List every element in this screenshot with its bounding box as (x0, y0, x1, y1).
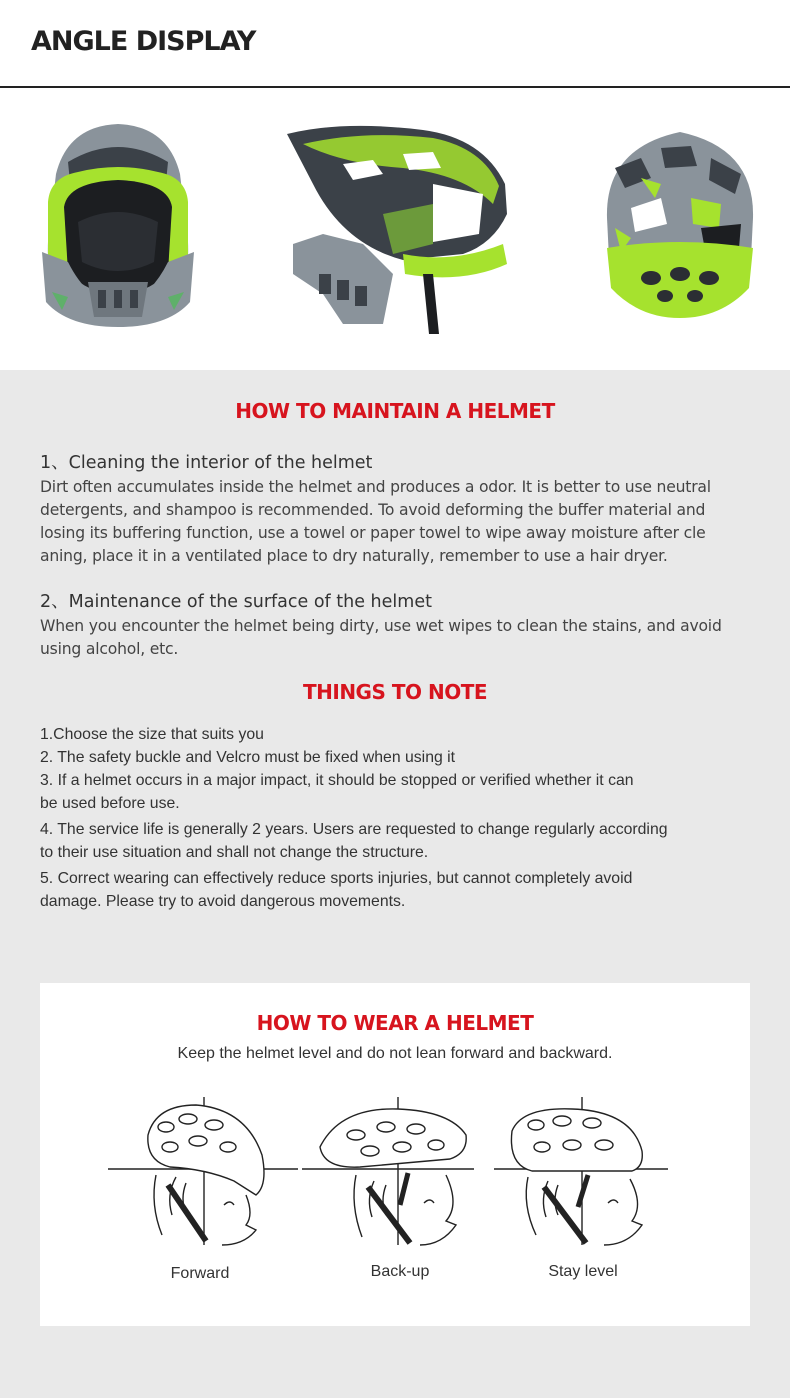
helmet-side-view-image (283, 124, 511, 334)
header-bar (0, 0, 790, 88)
text-line: using alcohol, etc. (40, 640, 179, 658)
pose-label: Forward (170, 1265, 230, 1282)
note-line: damage. Please try to avoid dangerous movements. (40, 893, 406, 910)
note-line: 5. Correct wearing can effectively reduce sports injuries, but cannot completely avoid (40, 870, 633, 887)
helmet-back-view-image (601, 128, 759, 318)
text-line: When you encounter the helmet being dirty, use wet wipes to clean the stains, and avoid (40, 617, 722, 635)
wear-subtitle: Keep the helmet level and do not lean forward and backward. (177, 1045, 613, 1062)
maintain-item-text (40, 476, 755, 568)
helmet-front-view-image (38, 122, 198, 327)
wear-card (40, 983, 750, 1326)
maintain-item-text (40, 615, 755, 661)
note-line: 2. The safety buckle and Velcro must be fixed when using it (40, 749, 456, 766)
pose-backup-illustration (300, 1095, 476, 1255)
pose-label: Stay level (548, 1263, 618, 1280)
angle-display-gallery (0, 88, 790, 370)
page-title: ANGLE DISPLAY (31, 26, 256, 57)
text-line: detergents, and shampoo is recommended. To avoid deforming the buffer material and (40, 501, 706, 519)
wear-title: HOW TO WEAR A HELMET (256, 1011, 534, 1035)
pose-forward-illustration (106, 1095, 300, 1255)
text-line: aning, place it in a ventilated place to dry naturally, remember to use a hair dryer. (40, 547, 668, 565)
text-line: Dirt often accumulates inside the helmet and produces a odor. It is better to use neutral (40, 478, 711, 496)
maintain-title: HOW TO MAINTAIN A HELMET (235, 399, 555, 423)
notes-title: THINGS TO NOTE (303, 680, 487, 704)
notes-list (40, 723, 760, 913)
note-line: to their use situation and shall not change the structure. (40, 844, 429, 861)
note-line: be used before use. (40, 795, 180, 812)
pose-stay-level-illustration (492, 1095, 672, 1255)
note-line: 4. The service life is generally 2 years. Users are requested to change regularly according (40, 821, 668, 838)
maintain-item-heading: 1、Cleaning the interior of the helmet (40, 453, 373, 473)
note-line: 3. If a helmet occurs in a major impact, it should be stopped or verified whether it can (40, 772, 634, 789)
pose-label: Back-up (370, 1263, 430, 1280)
text-line: losing its buffering function, use a towel or paper towel to wipe away moisture after cle (40, 524, 706, 542)
note-line: 1.Choose the size that suits you (40, 726, 264, 743)
maintain-item-heading: 2、Maintenance of the surface of the helmet (40, 592, 432, 612)
